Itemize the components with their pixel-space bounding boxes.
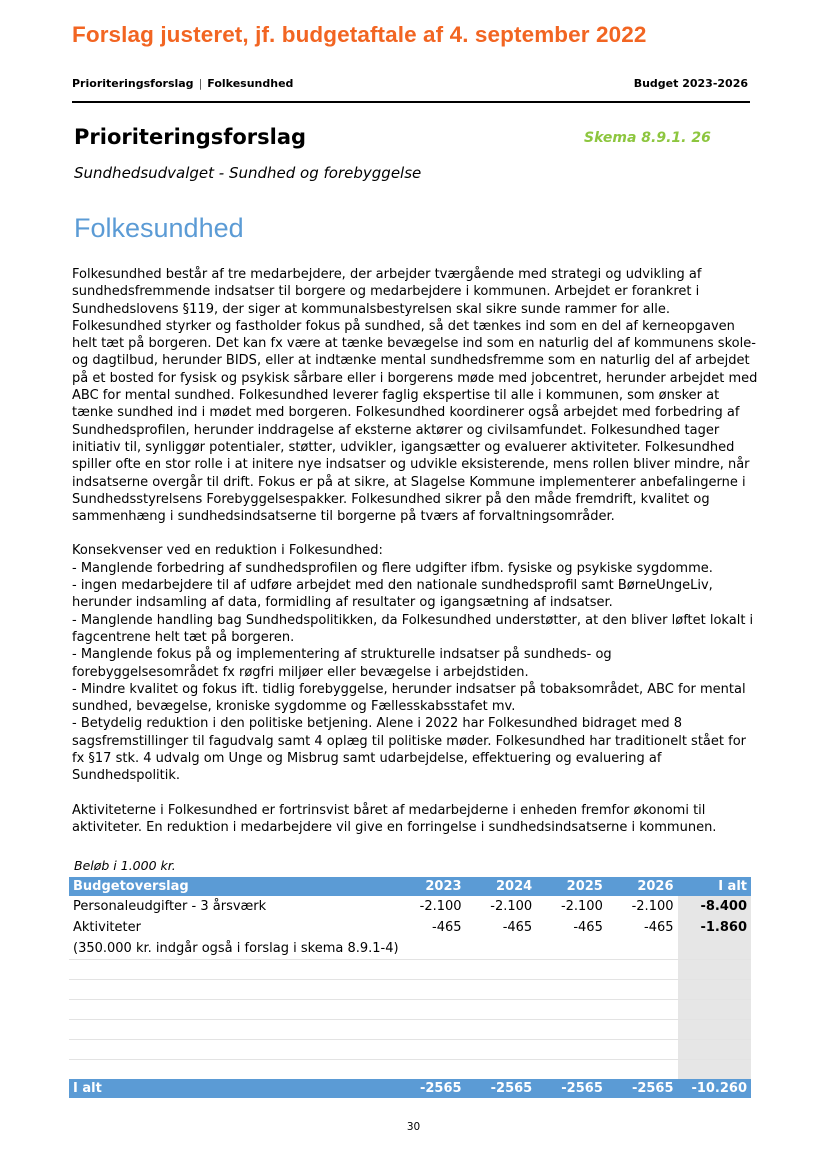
- page-banner: Forslag justeret, jf. budgetaftale af 4. september 2022: [72, 22, 647, 47]
- consequence-item: - Betydelig reduktion i den politiske betjening. Alene i 2022 har Folkesundhed bidraget med 8 sagsfremstillinger til fagudvalg samt 4 oplæg til politiske møder. Folkesundhed har traditionelt stået for fx §17 stk. 4 udvalg om Unge og Misbrug samt udarbejdelse, effektuering og evaluering af Sundhedspolitik.: [72, 716, 746, 784]
- empty-row: [69, 1060, 751, 1080]
- total-cell: -2565: [536, 1079, 607, 1098]
- empty-row: [69, 980, 751, 1000]
- total-cell: -2565: [607, 1079, 678, 1098]
- table-note-row: [69, 938, 751, 960]
- table-row: [69, 917, 751, 938]
- header-separator: |: [198, 77, 203, 90]
- empty-row: [69, 960, 751, 980]
- running-header-left: [72, 77, 293, 90]
- consequence-item: - Manglende fokus på og implementering af strukturelle indsatser på sundheds- og forebyggelsesområdet fx røgfri miljøer eller bevægelse i arbejdstiden.: [72, 647, 612, 680]
- consequence-item: - Manglende forbedring af sundhedsprofilen og flere udgifter ifbm. fysiske og psykiske sygdomme.: [72, 560, 713, 576]
- column-header: I alt: [718, 879, 747, 894]
- schema-reference: Skema 8.9.1. 26: [584, 130, 711, 146]
- table-header-row: [69, 877, 751, 896]
- paragraph-description: Folkesundhed styrker og fastholder fokus på sundhed, så det tænkes ind som en del af kerneopgaven helt tæt på borgeren. Det kan fx være at tænke bevægelse ind som en naturlig del af kommunens skole- og dagtilbud, herunder BIDS, eller at indtænke mental sundhedsfremme som en naturlig del af arbejdet på et bosted for fysisk og psykisk sårbare eller i borgerens møde med jobcentret, herunder arbejdet med ABC for mental sundhed. Folkesundhed leverer faglig ekspertise til alle i kommunen, som ønsker at tænke sundhed ind i mødet med borgeren. Folkesundhed koordinerer også arbejdet med forbedring af Sundhedsprofilen, herunder inddragelse af eksterne aktører og civilsamfundet. Folkesundhed tager initiativ til, synliggør potentialer, støtter, udvikler, igangsætter og evaluerer aktiviteter. Folkesundhed spiller ofte en stor rolle i at initere nye indsatser og udvikle eksisterende, mens rollen bliver mindre, når indsatserne overgår til drift. Fokus er på at sikre, at Slagelse Kommune implementerer anbefalingerne i Sundhedsstyrelsens Forebyggelsespakker. Folkesundhed sikrer på den måde fremdrift, kvalitet og sammenhæng i sundhedsindsatserne til borgerne på tværs af forvaltningsområder.: [72, 318, 758, 525]
- table-cell: -465: [644, 920, 674, 935]
- total-label: I alt: [69, 1079, 395, 1098]
- header-section: Prioriteringsforslag: [72, 77, 194, 90]
- section-heading: Folkesundhed: [74, 213, 244, 243]
- column-header: 2023: [425, 879, 462, 894]
- column-header: Budgetoverslag: [73, 879, 189, 894]
- table-cell: -2.100: [560, 899, 603, 914]
- column-header: 2025: [566, 879, 603, 894]
- empty-row: [69, 1040, 751, 1060]
- row-label: Personaleudgifter - 3 årsværk: [73, 899, 267, 914]
- column-header: 2026: [637, 879, 674, 894]
- table-cell: -465: [502, 920, 533, 935]
- total-cell: -2565: [466, 1079, 537, 1098]
- header-divider: [72, 101, 750, 103]
- table-cell: -465: [573, 920, 603, 935]
- table-cell: -2.100: [490, 899, 533, 914]
- paragraph-intro: Folkesundhed består af tre medarbejdere, der arbejder tværgående med strategi og udvikling af sundhedsfremmende indsatser til borgere og medarbejdere i kommunen. Arbejdet er forankret i Sundhedslovens §119, der siger at kommunalsbestyrelsen skal sikre sunde rammer for alle.: [72, 267, 702, 317]
- consequence-item: - Manglende handling bag Sundhedspolitikken, da Folkesundhed understøtter, at den bliver løftet lokalt i fagcentrene helt tæt på borgeren.: [72, 612, 754, 645]
- table-cell: -2.100: [631, 899, 674, 914]
- budget-table: [69, 877, 751, 1098]
- column-header: 2024: [496, 879, 533, 894]
- paragraph-closing: Aktiviteterne i Folkesundhed er fortrinsvist båret af medarbejderne i enheden fremfor økonomi til aktiviteter. En reduktion i medarbejdere vil give en forringelse i sundhedsindsatserne i kommunen.: [72, 802, 717, 835]
- table-row: [69, 896, 751, 917]
- table-cell: -465: [432, 920, 462, 935]
- amount-unit-label: Beløb i 1.000 kr.: [74, 858, 176, 873]
- consequence-item: - ingen medarbejdere til af udføre arbejdet med den nationale sundhedsprofil samt BørneUngeLiv, herunder indsamling af data, formidling af resultater og igangsætning af indsatser.: [72, 578, 713, 611]
- row-label: Aktiviteter: [73, 920, 141, 935]
- row-total: -8.400: [678, 896, 751, 917]
- empty-row: [69, 1000, 751, 1020]
- empty-row: [69, 1020, 751, 1040]
- row-total: -1.860: [678, 917, 751, 938]
- running-header-right: Budget 2023-2026: [633, 77, 748, 90]
- page-title: Prioriteringsforslag: [74, 125, 307, 149]
- consequence-item: - Mindre kvalitet og fokus ift. tidlig forebyggelse, herunder indsatser på tobaksområdet, ABC for mental sundhed, bevægelse, kroniske sygdomme og Fællesskabsstafet mv.: [72, 681, 746, 715]
- header-topic: Folkesundhed: [207, 77, 294, 90]
- committee-subtitle: Sundhedsudvalget - Sundhed og forebyggelse: [74, 164, 422, 182]
- table-cell: -2.100: [419, 899, 462, 914]
- table-total-row: [69, 1079, 751, 1098]
- body-text: [72, 266, 762, 836]
- page-number: 30: [406, 1121, 421, 1133]
- consequences-intro: Konsekvenser ved en reduktion i Folkesundhed:: [72, 543, 383, 559]
- grand-total: -10.260: [678, 1079, 751, 1098]
- total-cell: -2565: [395, 1079, 466, 1098]
- table-note: (350.000 kr. indgår også i forslag i skema 8.9.1-4): [73, 941, 399, 956]
